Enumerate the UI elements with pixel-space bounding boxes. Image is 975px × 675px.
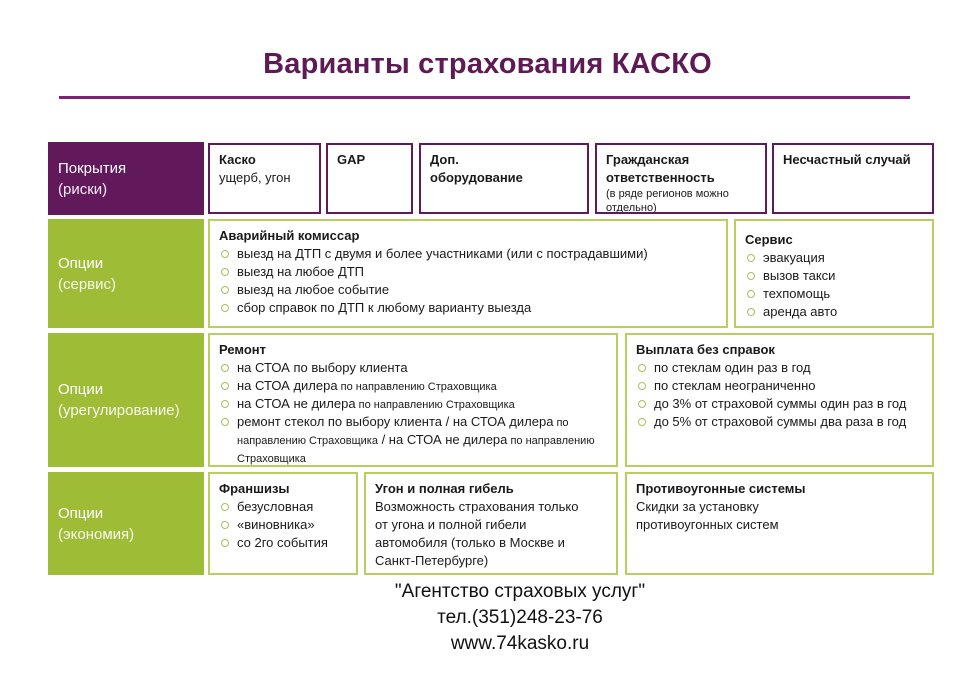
- box-heading: Угон и полная гибель: [375, 481, 514, 496]
- row-label-sub: (сервис): [58, 275, 117, 293]
- box-text: Скидки за установку противоугонных систем: [636, 499, 779, 532]
- box-heading: Сервис: [745, 232, 793, 247]
- list-item: по стеклам один раз в год: [636, 359, 924, 377]
- row-label-sub: (экономия): [58, 525, 135, 543]
- repair-list: [219, 359, 608, 467]
- row-label-settlement: [48, 333, 204, 467]
- payout-list: [636, 359, 924, 431]
- settlement-box-payout: [625, 333, 934, 467]
- box-heading: GAP: [337, 152, 366, 167]
- list-item: [219, 377, 608, 395]
- list-item: [219, 413, 608, 467]
- website-link[interactable]: www.74kasko.ru: [450, 633, 590, 654]
- franchise-list: [219, 498, 348, 552]
- settlement-box-repair: [208, 333, 618, 467]
- list-item: эвакуация: [745, 249, 924, 267]
- box-heading: Каско: [219, 152, 256, 167]
- coverage-box-equipment: [419, 143, 589, 214]
- box-heading: Противоугонные системы: [636, 481, 806, 496]
- coverage-box-kasko: [208, 143, 321, 214]
- item-main: / на СТОА не дилера: [377, 432, 508, 447]
- list-item: «виновника»: [219, 516, 348, 534]
- box-heading: Гражданская: [606, 152, 690, 167]
- item-note: по направлению Страховщика: [355, 399, 515, 411]
- economy-box-antitheft: [625, 472, 934, 575]
- list-item: выезд на любое событие: [219, 281, 718, 299]
- row-label-sub: (урегулирование): [58, 402, 180, 419]
- agency-name: "Агентство страховых услуг": [394, 581, 646, 602]
- list-item: выезд на любое ДТП: [219, 263, 718, 281]
- item-main: ремонт стекол по выбору клиента / на СТОА дилера: [237, 414, 554, 429]
- list-item: до 3% от страховой суммы один раз в год: [636, 395, 924, 413]
- box-heading: Несчастный случай: [783, 152, 911, 167]
- list-item: по стеклам неограниченно: [636, 377, 924, 395]
- item-main: на СТОА не дилера: [237, 396, 356, 411]
- list-item: до 5% от страховой суммы два раза в год: [636, 413, 924, 431]
- title-divider: [59, 96, 910, 99]
- coverage-box-accident: [772, 143, 934, 214]
- box-heading-line2: оборудование: [430, 170, 523, 185]
- row-label-title: Опции: [58, 381, 104, 398]
- coverage-box-liability: [595, 143, 767, 214]
- box-heading: Выплата без справок: [636, 342, 775, 357]
- row-label-title: Покрытия: [58, 160, 127, 177]
- box-heading-line2: ответственность: [606, 170, 715, 185]
- item-note: по направлению Страховщика: [237, 417, 569, 447]
- list-item: безусловная: [219, 498, 348, 516]
- item-main: на СТОА дилера: [237, 378, 338, 393]
- economy-box-franchise: [208, 472, 358, 575]
- coverage-box-gap: [326, 143, 413, 214]
- box-text: Возможность страхования только от угона и полной гибели автомобиля (только в Москве и Санкт-Петербурге): [375, 499, 579, 568]
- service-list: [745, 249, 924, 321]
- list-item: со 2го события: [219, 534, 348, 552]
- row-label-economy: [48, 472, 204, 575]
- row-label-title: Опции: [58, 504, 104, 522]
- box-heading: Франшизы: [219, 481, 290, 496]
- row-label-coverage: [48, 142, 204, 215]
- economy-box-theft: [364, 472, 618, 575]
- row-label-service: [48, 219, 204, 328]
- item-note: по направлению Страховщика: [337, 381, 497, 393]
- item-note: по направлению Страховщика: [237, 435, 595, 465]
- list-item: аренда авто: [745, 303, 924, 321]
- list-item: техпомощь: [745, 285, 924, 303]
- list-item: [219, 395, 608, 413]
- phone-number: тел.(351)248-23-76: [437, 607, 603, 628]
- page-title: Варианты страхования КАСКО: [263, 48, 712, 80]
- commissar-list: [219, 245, 718, 317]
- service-box-commissar: [208, 219, 728, 328]
- box-text: ущерб, угон: [219, 170, 291, 185]
- list-item: на СТОА по выбору клиента: [219, 359, 608, 377]
- row-label-sub: (риски): [58, 181, 108, 198]
- list-item: выезд на ДТП с двумя и более участниками (или с пострадавшими): [219, 245, 718, 263]
- box-note: (в ряде регионов можно отдельно): [606, 188, 729, 214]
- box-heading: Аварийный комиссар: [219, 228, 360, 243]
- box-heading: Доп.: [430, 152, 459, 167]
- service-box-extra: [734, 219, 934, 328]
- box-heading: Ремонт: [219, 342, 267, 357]
- list-item: вызов такси: [745, 267, 924, 285]
- row-label-title: Опции: [58, 254, 104, 272]
- list-item: сбор справок по ДТП к любому варианту выезда: [219, 299, 718, 317]
